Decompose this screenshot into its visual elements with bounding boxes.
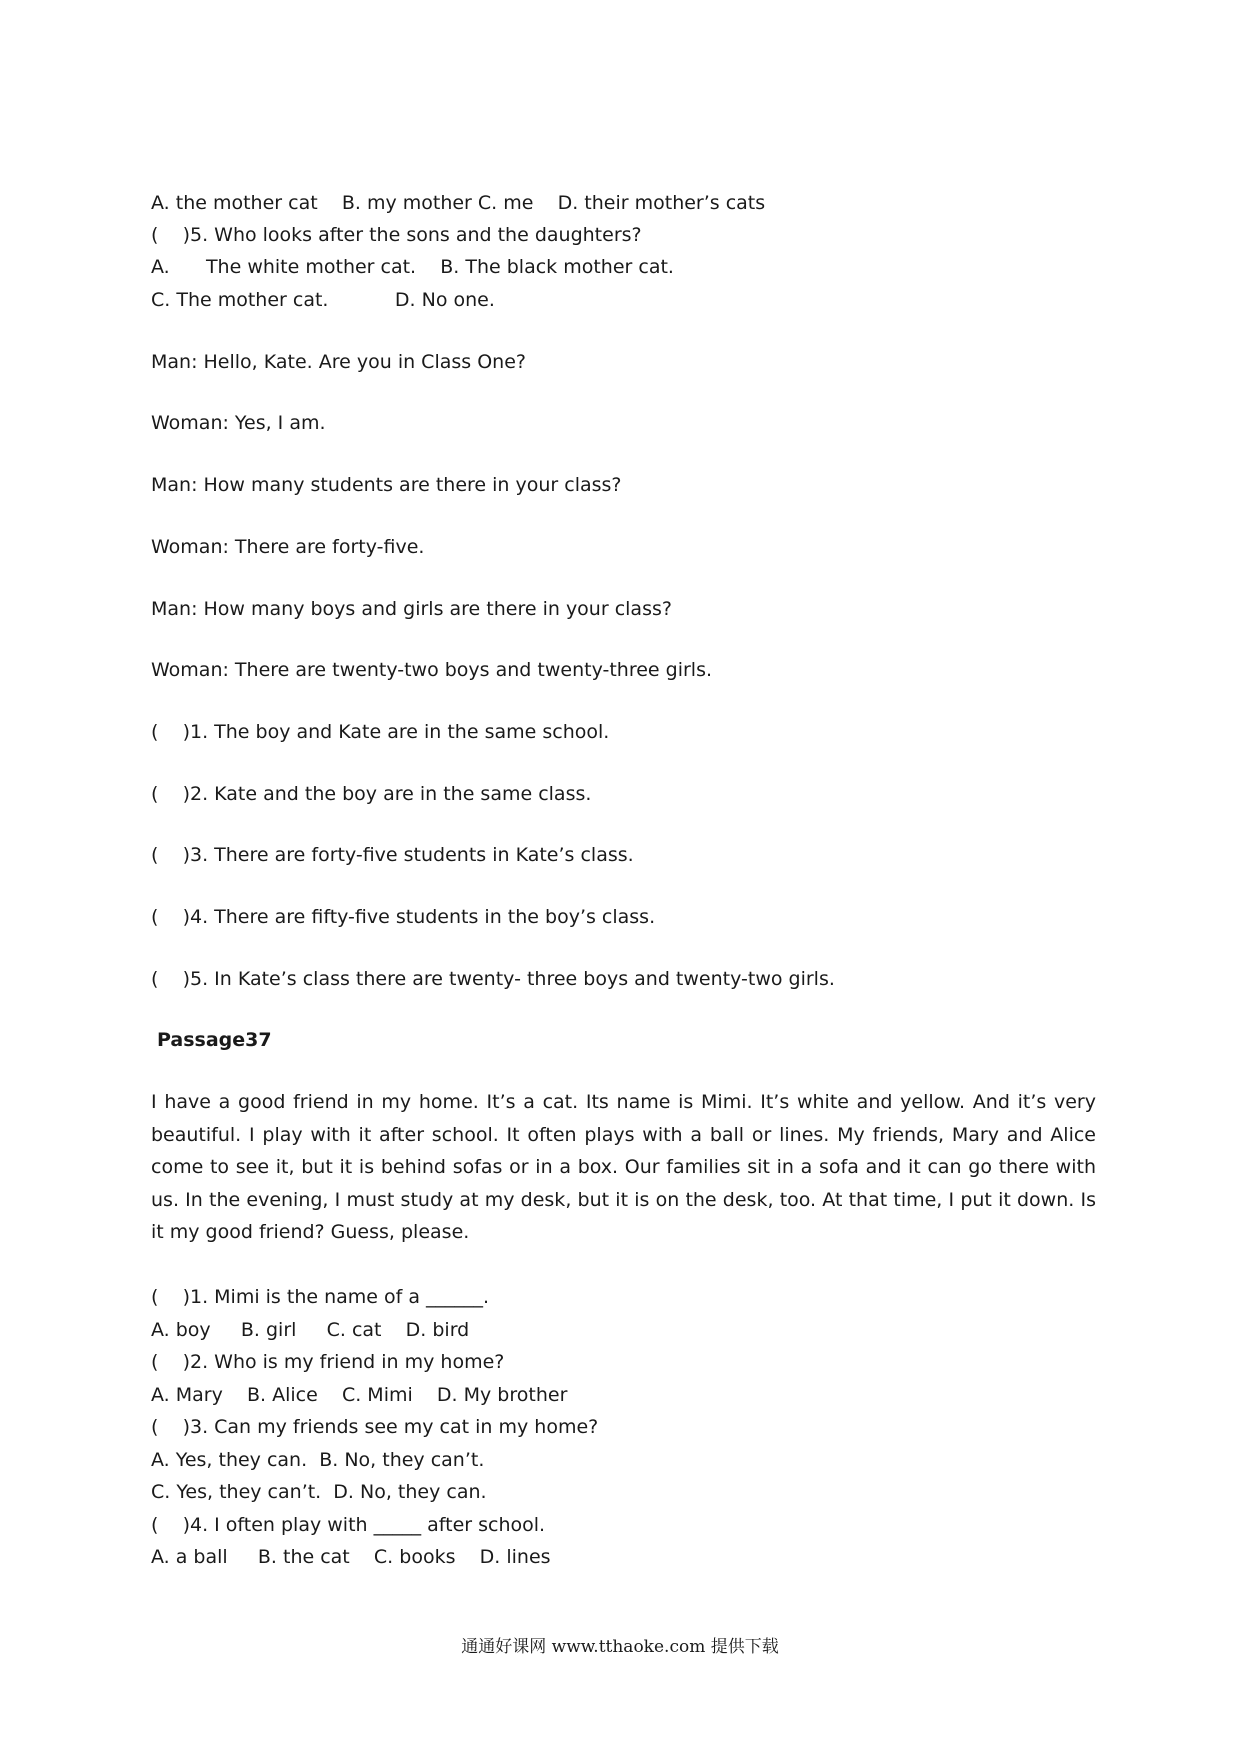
- question-line: ( )5. Who looks after the sons and the daughters?: [151, 224, 642, 246]
- passage-options: A. Mary B. Alice C. Mimi D. My brother: [151, 1384, 568, 1406]
- dialogue-line: Man: How many students are there in your class?: [151, 474, 622, 496]
- passage-question: ( )2. Who is my friend in my home?: [151, 1351, 505, 1373]
- dialogue-line: Woman: Yes, I am.: [151, 412, 326, 434]
- judgement-question: ( )5. In Kate’s class there are twenty- three boys and twenty-two girls.: [151, 968, 835, 990]
- passage-question: ( )4. I often play with _____ after school.: [151, 1514, 546, 1536]
- judgement-question: ( )3. There are forty-five students in Kate’s class.: [151, 844, 634, 866]
- judgement-question: ( )4. There are fifty-five students in the boy’s class.: [151, 906, 656, 928]
- option-line: A. the mother cat B. my mother C. me D. their mother’s cats: [151, 192, 766, 214]
- dialogue-line: Woman: There are twenty-two boys and twenty-three girls.: [151, 659, 713, 681]
- dialogue-line: Man: Hello, Kate. Are you in Class One?: [151, 351, 526, 373]
- passage-title: Passage37: [157, 1029, 272, 1051]
- passage-options: A. boy B. girl C. cat D. bird: [151, 1319, 470, 1341]
- passage-options: A. Yes, they can. B. No, they can’t.: [151, 1449, 485, 1471]
- passage-text: I have a good friend in my home. It’s a cat. Its name is Mimi. It’s white and yellow. And it’s very beautiful. I play with it after school. It often plays with a ball or lines. My friends, Mary and Alice come to see it, but it is behind sofas or in a box. Our families sit in a sofa and it can go there with us. In the evening, I must study at my desk, but it is on the desk, too. At that time, I put it down. Is it my good friend? Guess, please.: [151, 1091, 1096, 1244]
- option-line: C. The mother cat. D. No one.: [151, 289, 495, 311]
- passage-options: C. Yes, they can’t. D. No, they can.: [151, 1481, 487, 1503]
- page-footer: 通通好课网 www.tthaoke.com 提供下载: [461, 1637, 779, 1657]
- judgement-question: ( )2. Kate and the boy are in the same class.: [151, 783, 592, 805]
- passage-question: ( )1. Mimi is the name of a ______.: [151, 1286, 490, 1308]
- passage-question: ( )3. Can my friends see my cat in my home?: [151, 1416, 599, 1438]
- passage-options: A. a ball B. the cat C. books D. lines: [151, 1546, 551, 1568]
- judgement-question: ( )1. The boy and Kate are in the same school.: [151, 721, 610, 743]
- option-line: A. The white mother cat. B. The black mother cat.: [151, 256, 674, 278]
- dialogue-line: Woman: There are forty-five.: [151, 536, 425, 558]
- dialogue-line: Man: How many boys and girls are there in your class?: [151, 598, 672, 620]
